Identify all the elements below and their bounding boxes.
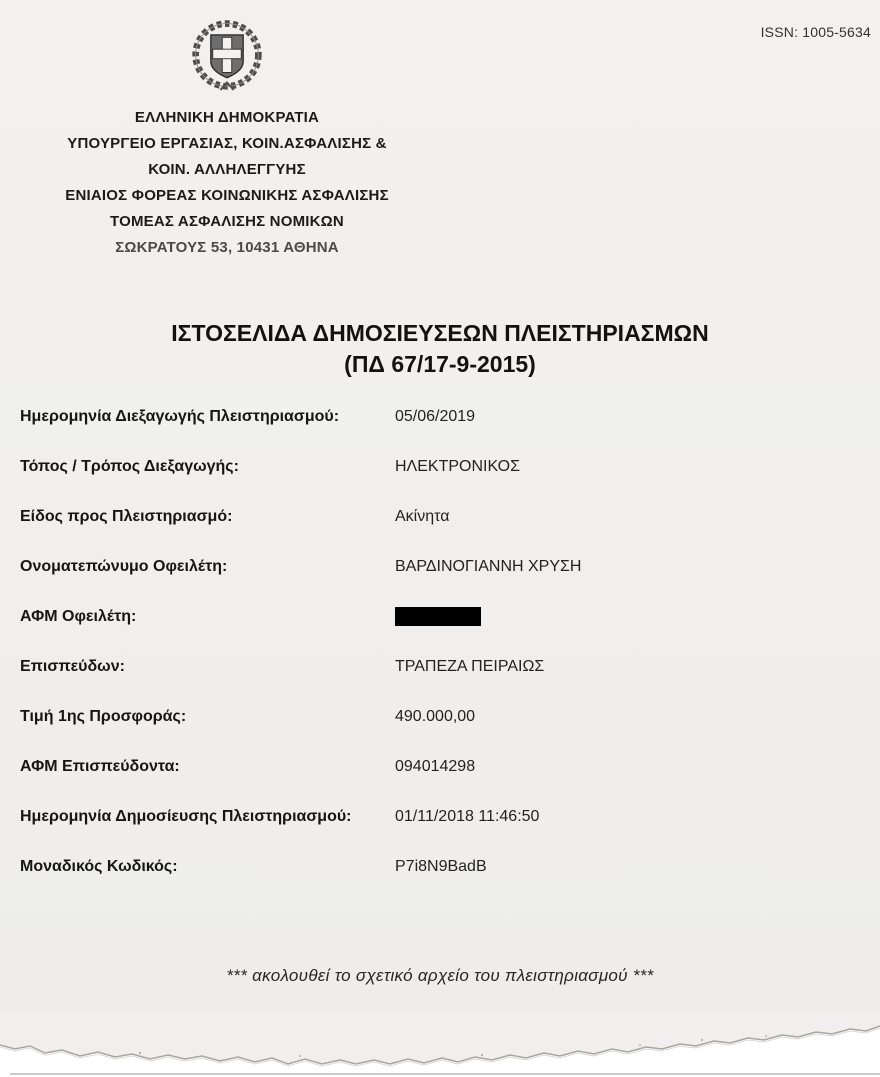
agency-line: ΕΝΙΑΙΟΣ ΦΟΡΕΑΣ ΚΟΙΝΩΝΙΚΗΣ ΑΣΦΑΛΙΣΗΣ	[65, 187, 389, 204]
document-title	[0, 318, 880, 380]
document-title-line1: ΙΣΤΟΣΕΛΙΔΑ ΔΗΜΟΣΙΕΥΣΕΩΝ ΠΛΕΙΣΤΗΡΙΑΣΜΩΝ	[171, 320, 709, 346]
field-value: ΒΑΡΔΙΝΟΓΙΑΝΝΗ ΧΡΥΣΗ	[395, 558, 582, 575]
agency-line: ΥΠΟΥΡΓΕΙΟ ΕΡΓΑΣΙΑΣ, ΚΟΙΝ.ΑΣΦΑΛΙΣΗΣ &	[67, 135, 387, 152]
field-row	[20, 656, 860, 706]
field-row	[20, 806, 860, 856]
field-value: 490.000,00	[395, 708, 476, 725]
field-value: 05/06/2019	[395, 408, 476, 425]
document-title-line2: (ΠΔ 67/17-9-2015)	[344, 351, 536, 377]
agency-lines	[20, 105, 434, 261]
field-row	[20, 756, 860, 806]
field-value: 01/11/2018 11:46:50	[395, 808, 540, 825]
field-row	[20, 406, 860, 456]
field-label: Ονοματεπώνυμο Οφειλέτη:	[20, 558, 228, 575]
field-label: Επισπεύδων:	[20, 658, 125, 675]
field-label: Ημερομηνία Δημοσίευσης Πλειστηριασμού:	[20, 808, 352, 825]
agency-line: ΕΛΛΗΝΙΚΗ ΔΗΜΟΚΡΑΤΙΑ	[134, 109, 320, 126]
greek-coat-of-arms-icon	[189, 12, 265, 94]
field-label: Ημερομηνία Διεξαγωγής Πλειστηριασμού:	[20, 408, 340, 425]
field-row	[20, 506, 860, 556]
redaction-bar	[395, 607, 481, 626]
fields-list	[20, 406, 860, 906]
page-bottom-edge	[10, 1073, 880, 1075]
field-row	[20, 606, 860, 656]
field-label: Τόπος / Τρόπος Διεξαγωγής:	[20, 458, 239, 475]
torn-paper-edge	[0, 1012, 880, 1077]
issn-number: ISSN: 1005-5634	[760, 24, 871, 40]
field-row	[20, 556, 860, 606]
field-row	[20, 856, 860, 906]
field-value: 094014298	[395, 758, 476, 775]
field-row	[20, 706, 860, 756]
field-value: ΗΛΕΚΤΡΟΝΙΚΟΣ	[395, 458, 520, 475]
agency-line: ΤΟΜΕΑΣ ΑΣΦΑΛΙΣΗΣ ΝΟΜΙΚΩΝ	[110, 213, 344, 230]
field-value: ΤΡΑΠΕΖΑ ΠΕΙΡΑΙΩΣ	[395, 658, 545, 675]
field-label: ΑΦΜ Επισπεύδοντα:	[20, 758, 180, 775]
agency-line: ΚΟΙΝ. ΑΛΛΗΛΕΓΓΥΗΣ	[148, 161, 306, 178]
field-label: Είδος προς Πλειστηριασμό:	[20, 508, 233, 525]
field-label: Μοναδικός Κωδικός:	[20, 858, 178, 875]
field-label: ΑΦΜ Οφειλέτη:	[20, 608, 137, 625]
field-value	[395, 606, 481, 626]
letterhead	[20, 12, 434, 261]
agency-line: ΣΩΚΡΑΤΟΥΣ 53, 10431 ΑΘΗΝΑ	[115, 239, 339, 256]
field-label: Τιμή 1ης Προσφοράς:	[20, 708, 187, 725]
field-value: Ακίνητα	[395, 508, 450, 525]
footer-note: *** ακολουθεί το σχετικό αρχείο του πλειστηριασμού ***	[226, 966, 654, 985]
field-value: P7i8N9BadB	[395, 858, 487, 875]
field-row	[20, 456, 860, 506]
